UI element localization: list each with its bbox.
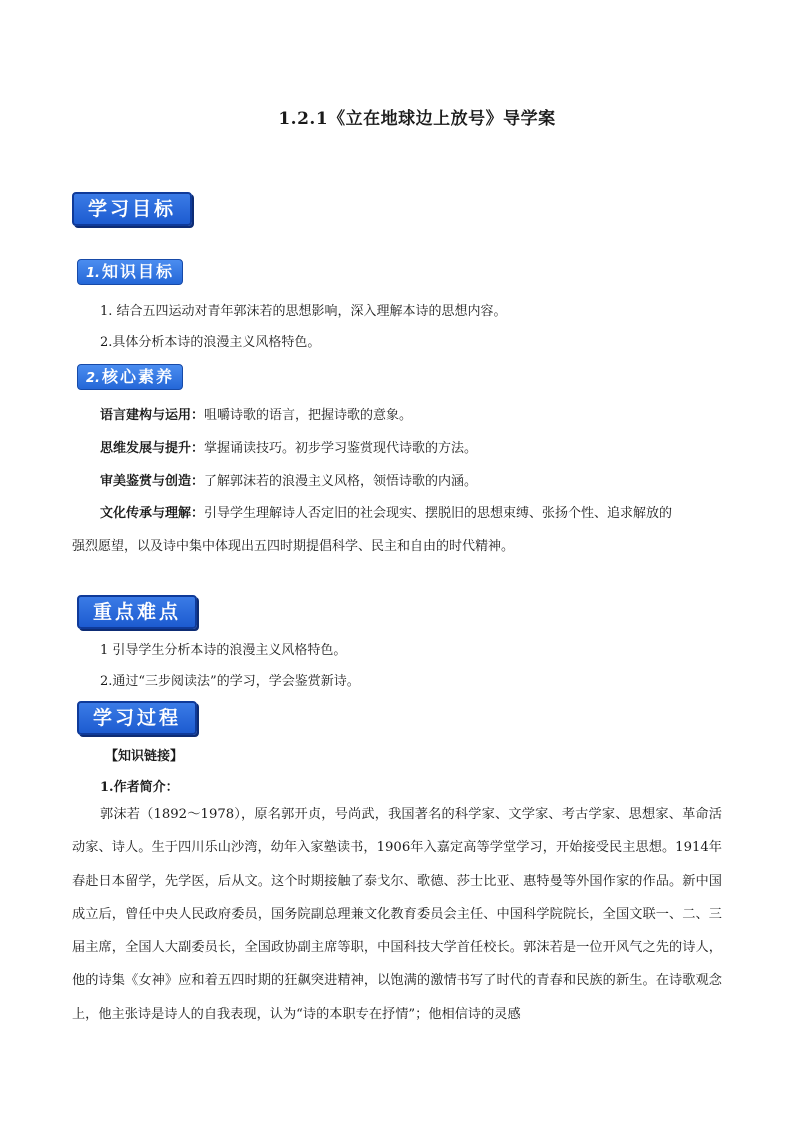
author-heading: 1.作者简介： (100, 780, 179, 795)
author-bio-paragraph: 郭沫若（1892～1978），原名郭开贞，号尚武，我国著名的科学家、文学家、考古学家、思想家、革命活动家、诗人。生于四川乐山沙湾，幼年入家塾读书，1906年入嘉定高等学堂学习，开始接受民主思想。1914年春赴日本留学，先学医，后从文。这个时期接触了泰戈尔、歌德、莎士比亚、惠特曼等外国作家的作品。新中国成立后，曾任中央人民政府委员，国务院副总理兼文化教育委员会主任、中国科学院院长，全国文联一、二、三届主席，全国人大副委员长，全国政协副主席等职，中国科技大学首任校长。郭沫若是一位开风气之先的诗人，他的诗集《女神》应和着五四时期的狂飙突进精神，以饱满的激情书写了时代的青春和民族的新生。在诗歌观念上，他主张诗是诗人的自我表现，认为“诗的本职专在抒情”；他相信诗的灵感 (72, 807, 722, 1022)
core-literacy-lead: 文化传承与理解： (100, 506, 205, 521)
core-literacy-number: 2. (86, 371, 100, 386)
core-literacy-text: 咀嚼诗歌的语言，把握诗歌的意象。 (204, 408, 413, 423)
keypoint-item: 1 引导学生分析本诗的浪漫主义风格特色。 (100, 643, 347, 658)
core-literacy-item (100, 502, 672, 521)
knowledge-goal-item: 1. 结合五四运动对青年郭沫若的思想影响，深入理解本诗的思想内容。 (100, 304, 507, 319)
core-literacy-continuation: 强烈愿望，以及诗中集中体现出五四时期提倡科学、民主和自由的时代精神。 (72, 539, 515, 554)
knowledge-goals-banner (77, 259, 183, 285)
objectives-banner: 学习目标 (72, 192, 192, 226)
core-literacy-label: 核心素养 (101, 367, 174, 386)
document-title: 1.2.1《立在地球边上放号》导学案 (278, 109, 556, 129)
core-literacy-lead: 语言建构与运用： (100, 408, 205, 423)
core-literacy-lead: 思维发展与提升： (100, 441, 205, 456)
keypoints-banner: 重点难点 (77, 595, 197, 629)
core-literacy-text: 了解郭沫若的浪漫主义风格，领悟诗歌的内涵。 (204, 474, 478, 489)
core-literacy-item (100, 404, 412, 423)
knowledge-goal-item: 2.具体分析本诗的浪漫主义风格特色。 (100, 335, 321, 350)
keypoint-item: 2.通过“三步阅读法”的学习，学会鉴赏新诗。 (100, 674, 360, 689)
knowledge-goals-number: 1. (86, 266, 100, 281)
core-literacy-text: 引导学生理解诗人否定旧的社会现实、摆脱旧的思想束缚、张扬个性、追求解放的 (204, 506, 673, 521)
core-literacy-text: 掌握诵读技巧。初步学习鉴赏现代诗歌的方法。 (204, 441, 478, 456)
knowledge-goals-label: 知识目标 (101, 262, 174, 281)
core-literacy-item (100, 470, 477, 489)
core-literacy-lead: 审美鉴赏与创造： (100, 474, 205, 489)
process-banner: 学习过程 (77, 701, 197, 735)
core-literacy-item (100, 437, 477, 456)
knowledge-link-label: 【知识链接】 (105, 749, 184, 764)
core-literacy-banner (77, 364, 183, 390)
